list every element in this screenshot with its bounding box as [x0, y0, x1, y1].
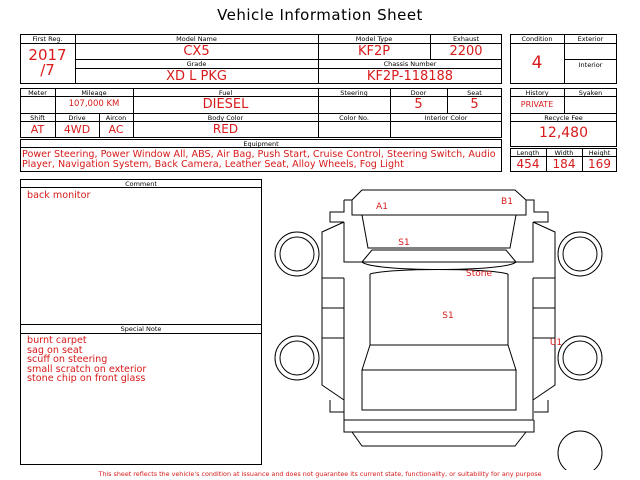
interior-color-label: Interior Color — [424, 114, 468, 122]
exhaust-value: 2200 — [449, 44, 483, 59]
equipment-list: Power Steering, Power Window All, ABS, Air Bag, Push Start, Cruise Control, Steering Switch, Audio Player, Navigation System, Back Camera, Leather Seat, Alloy Wheels, Fog Light — [22, 149, 496, 170]
history-value: PRIVATE — [520, 100, 554, 109]
special-note-item: sag on seat — [27, 344, 83, 356]
fuel-value: DIESEL — [202, 97, 249, 112]
wheel-front-right — [558, 232, 602, 276]
chassis-number-label: Chassis Number — [383, 60, 437, 68]
steering-label: Steering — [340, 89, 368, 97]
exhaust-label: Exhaust — [452, 35, 480, 43]
first-reg-label: First Reg. — [32, 35, 63, 43]
notes-panel — [20, 179, 262, 465]
special-note-item: burnt carpet — [27, 335, 87, 346]
damage-mark-stone: Stone — [466, 269, 492, 279]
width-label: Width — [554, 149, 574, 157]
width-value: 184 — [552, 157, 576, 171]
car-damage-diagram — [270, 175, 615, 470]
length-value: 454 — [516, 157, 540, 171]
first-reg-year: 2017 — [28, 46, 67, 64]
condition-value: 4 — [531, 53, 543, 73]
wheel-rear-right — [558, 336, 602, 380]
interior-label: Interior — [578, 61, 603, 69]
condition-label: Condition — [521, 35, 553, 43]
first-reg-month: /7 — [40, 61, 55, 79]
mileage-label: Mileage — [81, 89, 107, 97]
model-type-value: KF2P — [357, 44, 391, 59]
recycle-fee-value: 12,480 — [539, 125, 588, 141]
equipment-label: Equipment — [243, 140, 279, 148]
roof — [370, 274, 508, 345]
grade-value: XD L PKG — [166, 69, 227, 84]
shift-value: AT — [30, 123, 45, 136]
comment-label: Comment — [125, 180, 157, 188]
special-note-item: small scratch on exterior — [27, 363, 147, 375]
history-label: History — [525, 89, 549, 97]
body-color-value: RED — [212, 122, 239, 136]
model-name-label: Model Name — [176, 35, 217, 43]
door-label: Door — [410, 89, 427, 97]
special-note-item: stone chip on front glass — [27, 373, 146, 385]
height-value: 169 — [588, 157, 611, 171]
front-bumper — [352, 190, 526, 200]
special-note-item: scuff on steering — [27, 354, 108, 366]
drive-label: Drive — [68, 114, 86, 122]
shift-label: Shift — [30, 114, 45, 122]
chassis-number-value: KF2P-118188 — [366, 69, 454, 84]
body-color-label: Body Color — [207, 114, 244, 122]
door-value: 5 — [414, 97, 423, 112]
mileage-value: 107,000 KM — [68, 99, 120, 109]
wheel-front-left — [275, 232, 319, 276]
color-no-label: Color No. — [339, 114, 369, 122]
seat-label: Seat — [467, 89, 482, 97]
meter-label: Meter — [28, 89, 47, 97]
special-note-label: Special Note — [120, 325, 162, 333]
drive-value: 4WD — [63, 123, 91, 136]
damage-mark-b1: B1 — [501, 197, 513, 207]
seat-value: 5 — [470, 97, 479, 112]
length-label: Length — [516, 149, 540, 157]
aircon-value: AC — [108, 123, 124, 136]
model-type-label: Model Type — [355, 35, 393, 43]
grade-label: Grade — [186, 60, 207, 68]
damage-mark-u1: U1 — [549, 338, 563, 348]
fuel-label: Fuel — [218, 89, 233, 97]
disclaimer: This sheet reflects the vehicle's condition at issuance and does not guarantee its current state, functionality, or suitability for any purpose — [98, 470, 542, 478]
damage-mark-a1: A1 — [376, 202, 388, 212]
spare-tire — [558, 431, 602, 470]
aircon-label: Aircon — [105, 114, 127, 122]
exterior-label: Exterior — [577, 35, 604, 43]
rear-bumper — [344, 420, 534, 432]
damage-mark-s1: S1 — [398, 238, 410, 248]
comment-line: back monitor — [27, 190, 91, 201]
damage-mark-s1: S1 — [442, 311, 454, 321]
syaken-label: Syaken — [578, 89, 603, 97]
height-label: Height — [588, 149, 611, 157]
recycle-fee-label: Recycle Fee — [544, 114, 583, 122]
wheel-rear-left — [275, 336, 319, 380]
sheet-title: Vehicle Information Sheet — [217, 6, 423, 24]
model-name-value: CX5 — [183, 44, 210, 59]
